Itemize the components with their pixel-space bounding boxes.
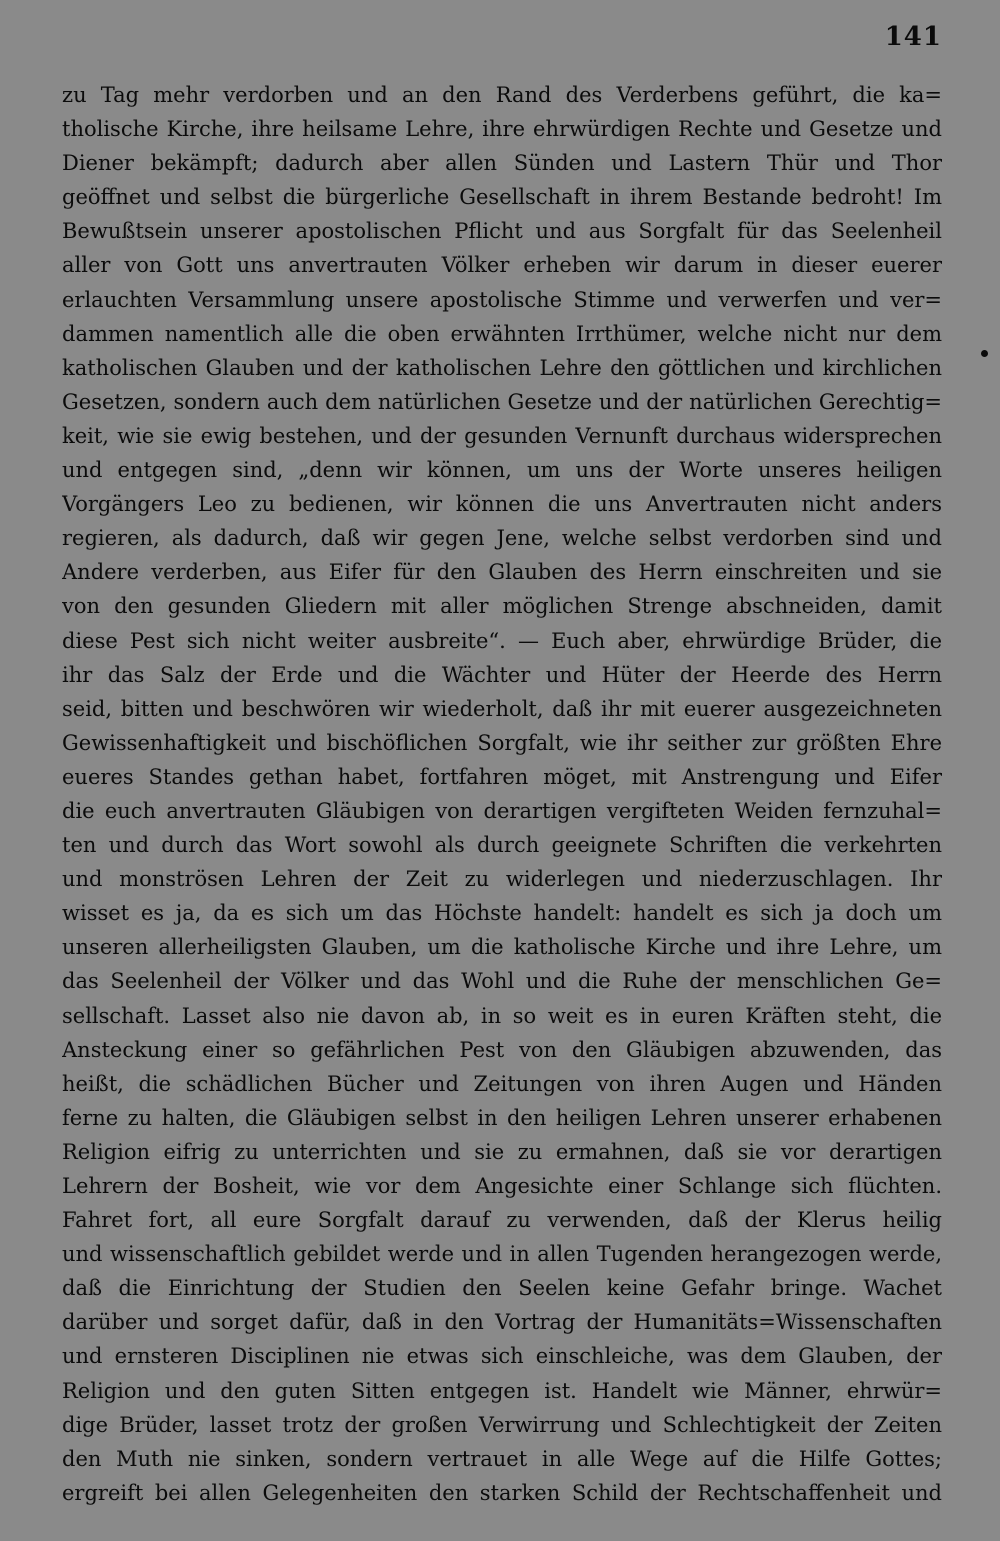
text-line: und wissenschaftlich gebildet werde und in allen Tugenden herangezogen werde, xyxy=(62,1242,942,1267)
text-line: und ernsteren Disciplinen nie etwas sich einschleiche, was dem Glauben, der xyxy=(62,1344,942,1369)
text-line: unseren allerheiligsten Glauben, um die katholische Kirche und ihre Lehre, um xyxy=(62,935,942,960)
text-line: regieren, als dadurch, daß wir gegen Jene, welche selbst verdorben sind und xyxy=(62,526,942,551)
text-line: ihr das Salz der Erde und die Wächter und Hüter der Heerde des Herrn xyxy=(62,662,942,687)
text-line: Religion eifrig zu unterrichten und sie zu ermahnen, daß sie vor derartigen xyxy=(62,1139,942,1164)
text-line: ergreift bei allen Gelegenheiten den starken Schild der Rechtschaffenheit und xyxy=(62,1480,942,1505)
text-line: ten und durch das Wort sowohl als durch geeignete Schriften die verkehrten xyxy=(62,833,942,858)
text-line: Fahret fort, all eure Sorgfalt darauf zu verwenden, daß der Klerus heilig xyxy=(62,1208,942,1233)
text-line: wisset es ja, da es sich um das Höchste handelt: handelt es sich ja doch um xyxy=(62,901,942,926)
text-line: darüber und sorget dafür, daß in den Vortrag der Humanitäts=Wissenschaften xyxy=(62,1310,942,1335)
text-line: erlauchten Versammlung unsere apostolische Stimme und verwerfen und ver= xyxy=(62,287,942,312)
text-line: und entgegen sind, „denn wir können, um uns der Worte unseres heiligen xyxy=(62,458,942,483)
text-line: heißt, die schädlichen Bücher und Zeitungen von ihren Augen und Händen xyxy=(62,1071,942,1096)
text-line: ferne zu halten, die Gläubigen selbst in den heiligen Lehren unserer erhabenen xyxy=(62,1105,942,1130)
text-line: aller von Gott uns anvertrauten Völker erheben wir darum in dieser euerer xyxy=(62,253,942,278)
text-line: Gewissenhaftigkeit und bischöflichen Sorgfalt, wie ihr seither zur größten Ehre xyxy=(62,730,942,755)
text-line: Andere verderben, aus Eifer für den Glauben des Herrn einschreiten und sie xyxy=(62,560,942,585)
text-line: Lehrern der Bosheit, wie vor dem Angesichte einer Schlange sich flüchten. xyxy=(62,1174,942,1198)
text-line: katholischen Glauben und der katholischen Lehre den göttlichen und kirchlichen xyxy=(62,355,942,380)
text-line: sellschaft. Lasset also nie davon ab, in so weit es in euren Kräften steht, die xyxy=(62,1003,942,1028)
text-line: Religion und den guten Sitten entgegen ist. Handelt wie Männer, ehrwür= xyxy=(62,1378,942,1403)
text-line: dammen namentlich alle die oben erwähnten Irrthümer, welche nicht nur dem xyxy=(62,321,942,346)
text-line: Ansteckung einer so gefährlichen Pest von den Gläubigen abzuwenden, das xyxy=(62,1037,942,1062)
page-number: 141 xyxy=(884,22,942,52)
text-line: zu Tag mehr verdorben und an den Rand des Verderbens geführt, die ka= xyxy=(62,83,942,107)
text-line: tholische Kirche, ihre heilsame Lehre, ihre ehrwürdigen Rechte und Gesetze und xyxy=(62,117,942,142)
text-line: dige Brüder, lasset trotz der großen Verwirrung und Schlechtigkeit der Zeiten xyxy=(62,1412,942,1437)
text-line: Gesetzen, sondern auch dem natürlichen Gesetze und der natürlichen Gerechtig= xyxy=(62,389,942,414)
text-line: Bewußtsein unserer apostolischen Pflicht und aus Sorgfalt für das Seelenheil xyxy=(62,219,942,244)
text-line: geöffnet und selbst die bürgerliche Gesellschaft in ihrem Bestande bedroht! Im xyxy=(62,185,942,210)
text-line: diese Pest sich nicht weiter ausbreite“. — Euch aber, ehrwürdige Brüder, die xyxy=(62,628,942,653)
text-line: seid, bitten und beschwören wir wiederholt, daß ihr mit euerer ausgezeichneten xyxy=(62,696,942,721)
text-line: und monströsen Lehren der Zeit zu widerlegen und niederzuschlagen. Ihr xyxy=(62,867,942,892)
text-line: Vorgängers Leo zu bedienen, wir können die uns Anvertrauten nicht anders xyxy=(62,492,942,517)
margin-dot xyxy=(981,350,988,357)
text-line: den Muth nie sinken, sondern vertrauet in alle Wege auf die Hilfe Gottes; xyxy=(62,1446,942,1471)
text-line: die euch anvertrauten Gläubigen von derartigen vergifteten Weiden fernzuhal= xyxy=(62,798,942,823)
body-text xyxy=(62,78,942,1510)
text-line: von den gesunden Gliedern mit aller möglichen Strenge abschneiden, damit xyxy=(62,594,942,619)
text-line: keit, wie sie ewig bestehen, und der gesunden Vernunft durchaus widersprechen xyxy=(62,423,942,448)
text-line: daß die Einrichtung der Studien den Seelen keine Gefahr bringe. Wachet xyxy=(62,1276,942,1301)
text-line: Diener bekämpft; dadurch aber allen Sünden und Lastern Thür und Thor xyxy=(62,151,942,176)
text-line: eueres Standes gethan habet, fortfahren möget, mit Anstrengung und Eifer xyxy=(62,764,942,789)
text-line: das Seelenheil der Völker und das Wohl und die Ruhe der menschlichen Ge= xyxy=(62,969,942,994)
